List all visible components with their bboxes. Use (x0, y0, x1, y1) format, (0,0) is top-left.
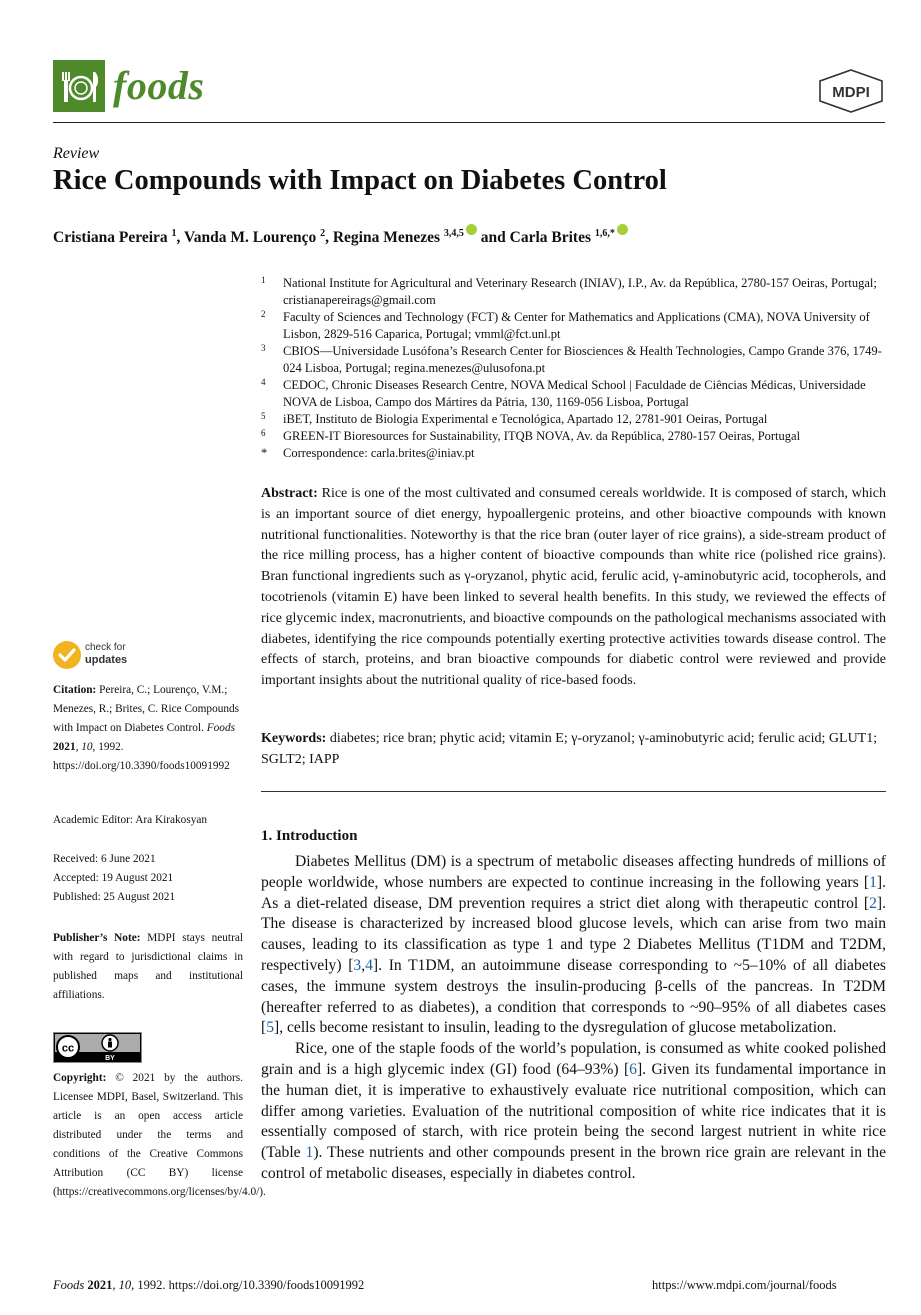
journal-logo (53, 60, 105, 112)
paragraph-text: ]. In T1DM, an autoimmune disease corresponding to ~5–10% of all diabetes cases, the immune system destroys the insulin-producing β-cells of the pancreas. In T2DM (hereafter referred to as diabetes), a condition that corresponds to ~90–95% of all diabetes cases [ (261, 956, 886, 1037)
affiliation-number: 6 (261, 428, 266, 438)
reference-link[interactable]: 1 (869, 873, 877, 891)
affiliation-number: 1 (261, 275, 266, 285)
paragraph-text: ]. The disease is characterized by increased blood glucose levels, which can arise from two main causes, leading to its classification as type 1 and type 2 Diabetes Mellitus (T1DM and T2DM, respectively) [ (261, 894, 886, 974)
section-divider (261, 791, 886, 792)
affiliation-text: CBIOS—Universidade Lusófona’s Research Center for Biosciences & Health Technologies, Campo Grande 376, 1749-024 Lisboa, Portugal; regina.menezes@ulusofona.pt (283, 344, 882, 375)
affiliation-text: iBET, Instituto de Biologia Experimental e Tecnológica, Apartado 12, 2781-901 Oeiras, Portugal (283, 412, 768, 426)
author-affiliation-marker: 3,4,5 (443, 227, 464, 239)
author-name[interactable]: Carla Brites (509, 229, 592, 246)
paragraph-text: Diabetes Mellitus (DM) is a spectrum of metabolic diseases affecting hundreds of millions of people worldwide, whose numbers are expected to continue increasing in the following years [ (261, 853, 886, 891)
keywords-label: Keywords: (261, 731, 327, 746)
citation-label: Citation: (53, 684, 97, 696)
section-heading: 1. Introduction (261, 828, 358, 844)
svg-text:cc: cc (61, 1042, 75, 1055)
publisher-note-text: MDPI stays neutral with regard to jurisdictional claims in published maps and institutional affiliations. (53, 932, 243, 1001)
affiliation-number: 5 (261, 411, 266, 421)
orcid-icon[interactable] (617, 224, 628, 235)
footer-citation: Foods 2021, 10, 1992. https://doi.org/10.3390/foods10091992 (53, 1278, 365, 1292)
affiliation-item (261, 275, 889, 309)
author-list (53, 224, 628, 247)
abstract (261, 484, 886, 692)
footer-journal: Foods (53, 1278, 85, 1292)
author-affiliation-marker: 1 (171, 227, 177, 239)
copyright-block (53, 1069, 266, 1202)
author-separator: , (176, 229, 184, 246)
article-type: Review (53, 145, 100, 162)
check-for-updates-button[interactable] (53, 641, 163, 671)
citation-text: Pereira, C.; Lourenço, V.M.; Menezes, R.; Brites, C. Rice Compounds with Impact on Diabetes Control. (53, 684, 240, 734)
mdpi-logo-text: MDPI (832, 84, 870, 101)
correspondence-text: Correspondence: carla.brites@iniav.pt (283, 446, 475, 460)
author-name[interactable]: Vanda M. Lourenço (184, 229, 317, 246)
header-divider (53, 122, 885, 123)
copyright-text: © 2021 by the authors. Licensee MDPI, Basel, Switzerland. This article is an open access article distributed under the terms and conditions of the Creative Commons Attribution (CC BY) license (https://creativecommons.org/licenses/by/4.0/). (53, 1072, 266, 1198)
author-affiliation-marker: 1,6,* (594, 227, 615, 239)
paragraph-text: ]. Given its fundamental importance in the human diet, it is imperative to exhaustively evaluate rice nutritional composition, which can differ among varieties. Evaluation of the nutritional composition of white rice indicates that it is essentially composed of starch, with rice protein being the second largest nutrient in white rice (Table (261, 1060, 887, 1162)
affiliation-text: GREEN-IT Bioresources for Sustainability, ITQB NOVA, Av. da República, 2780-157 Oeiras, Portugal (283, 429, 801, 443)
affiliation-item (261, 309, 889, 343)
accepted-date: Accepted: 19 August 2021 (53, 872, 174, 884)
correspondence (261, 445, 889, 462)
article-title: Rice Compounds with Impact on Diabetes Control (53, 165, 667, 196)
reference-link[interactable]: 5 (266, 1019, 274, 1037)
footer-volume: 10 (118, 1278, 132, 1292)
reference-link[interactable]: 4 (365, 956, 373, 974)
affiliation-text: National Institute for Agricultural and Veterinary Research (INIAV), I.P., Av. da República, 2780-157 Oeiras, Portugal; cristianapereirags@gmail.com (283, 276, 877, 307)
introduction-body (261, 852, 886, 1185)
publication-dates (53, 850, 243, 907)
affiliation-item (261, 411, 889, 428)
author-affiliation-marker: 2 (320, 227, 326, 239)
check-updates-line1: check for (85, 642, 126, 653)
affiliation-list (261, 275, 889, 462)
footer-year: 2021 (87, 1278, 113, 1292)
author-separator: and (476, 229, 510, 246)
received-date: Received: 6 June 2021 (53, 853, 156, 865)
keywords-text: diabetes; rice bran; phytic acid; vitamin E; γ-oryzanol; γ-aminobutyric acid; ferulic acid; GLUT1; SGLT2; IAPP (261, 731, 878, 767)
journal-name: foods (113, 63, 205, 108)
academic-editor: Academic Editor: Ara Kirakosyan (53, 814, 208, 826)
abstract-label: Abstract: (261, 486, 318, 501)
correspondence-marker: * (261, 446, 268, 460)
keywords (261, 729, 886, 771)
abstract-text: Rice is one of the most cultivated and consumed cereals worldwide. It is composed of starch, which is an important source of diet energy, hypoallergenic proteins, and other bioactive compounds with known nutritional functionalities. Noteworthy is that the rice bran (outer layer of rice grains), a side-stream product of the rice milling process, has a higher content of bioactive compounds than white rice (polished rice grains). Bran functional ingredients such as γ-oryzanol, phytic acid, ferulic acid, γ-aminobutyric acid, tocopherols, and tocotrienols (vitamin E) have been linked to several health benefits. In this study, we reviewed the effects of rice glycemic index, macronutrients, and bioactive compounds on the pathological mechanisms associated with diabetes, identifying the rice compounds potentially exerting protective activities towards disease control. The effects of starch, proteins, and bran bioactive compounds for diabetic control were reviewed and provide important insights about the nutritional quality of rice-based foods. (261, 486, 887, 689)
affiliation-item (261, 428, 889, 445)
author-name[interactable]: Regina Menezes (332, 229, 441, 246)
published-date: Published: 25 August 2021 (53, 891, 176, 903)
affiliation-text: CEDOC, Chronic Diseases Research Centre, NOVA Medical School | Faculdade de Ciências Médicas, Universidade NOVA de Lisboa, Campo dos Mártires da Pátria, 130, 1169-056 Lisboa, Portugal (283, 378, 866, 409)
affiliation-text: Faculty of Sciences and Technology (FCT) & Center for Mathematics and Applications (CMA), NOVA University of Lisbon, 2829-516 Caparica, Portugal; vmml@fct.unl.pt (283, 310, 870, 341)
citation-journal: Foods (206, 722, 235, 734)
affiliation-number: 4 (261, 377, 266, 387)
citation-pages[interactable]: , 1992. https://doi.org/10.3390/foods10091992 (53, 741, 230, 772)
citation-year: 2021 (53, 741, 76, 753)
paragraph-text: ). These nutrients and other compounds present in the brown rice grain are relevant in the control of metabolic diseases, especially in diabetes control. (261, 1144, 886, 1182)
footer-journal-url[interactable]: https://www.mdpi.com/journal/foods (652, 1278, 837, 1292)
orcid-icon[interactable] (466, 224, 477, 235)
paragraph-text: Rice, one of the staple foods of the world’s population, is consumed as white cooked polished grain and is a high glycemic index (GI) food (64–93%) [ (261, 1040, 886, 1078)
paragraph-2 (261, 1039, 886, 1185)
publisher-note (53, 929, 243, 1005)
author-separator: , (325, 229, 333, 246)
citation-block: Citation: Pereira, C.; Lourenço, V.M.; Menezes, R.; Brites, C. Rice Compounds with Impact on Diabetes Control. Foods 2021, 10, 1992. https://doi.org/10.3390/foods10091992 (53, 684, 240, 772)
paragraph-text: ], cells become resistant to insulin, leading to the dysregulation of glucose metabolization. (274, 1019, 837, 1037)
reference-link[interactable]: 2 (869, 894, 877, 912)
footer-doi[interactable]: , 1992. https://doi.org/10.3390/foods10091992 (131, 1278, 365, 1292)
paragraph-text: , (361, 956, 366, 974)
affiliation-item (261, 377, 889, 411)
reference-link[interactable]: 1 (305, 1144, 314, 1162)
reference-link[interactable]: 6 (629, 1060, 637, 1078)
affiliation-number: 2 (261, 309, 266, 319)
affiliation-number: 3 (261, 343, 266, 353)
citation-volume: 10 (81, 741, 93, 753)
copyright-label: Copyright: (53, 1072, 107, 1084)
cc-by-license-badge[interactable] (53, 1032, 142, 1063)
check-updates-label (85, 642, 127, 666)
fork-plate-knife-icon (53, 60, 105, 112)
affiliation-item (261, 343, 889, 377)
author-name[interactable]: Cristiana Pereira (53, 229, 168, 246)
mdpi-logo (818, 68, 884, 114)
paragraph-1 (261, 852, 886, 1039)
check-updates-line2: updates (85, 654, 128, 666)
cc-by-text: BY (105, 1055, 115, 1062)
paragraph-text: ]. As a diet-related disease, DM prevention requires a strict diet along with therapeutic control [ (261, 873, 886, 912)
reference-link[interactable]: 3 (353, 956, 362, 974)
checkmark-icon (53, 641, 81, 669)
publisher-note-label: Publisher’s Note: (53, 932, 141, 944)
